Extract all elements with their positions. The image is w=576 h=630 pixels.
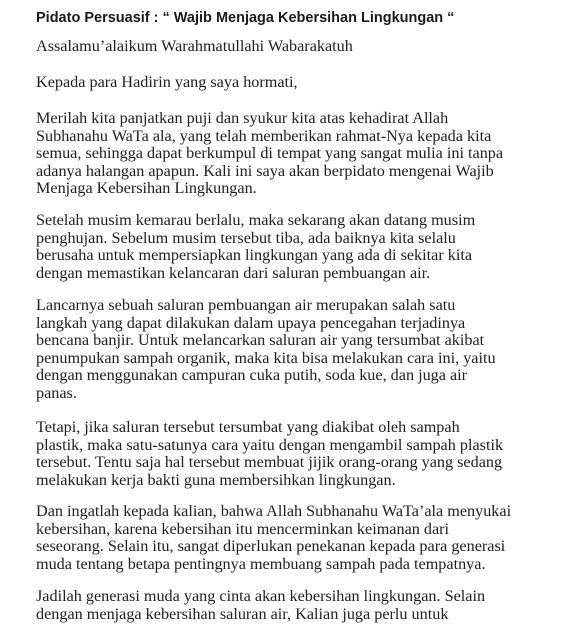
text-line: penghujan. Sebelum musim tersebut tiba, ada baiknya kita selalu — [36, 228, 456, 247]
paragraph-cleanliness — [36, 503, 576, 573]
text-line: panas. — [36, 383, 77, 402]
paragraph-youth — [36, 588, 576, 623]
text-line: Merilah kita panjatkan puji dan syukur kita atas kehadirat Allah — [36, 109, 449, 127]
text-line: adanya halangan apapun. Kali ini saya akan berpidato mengenai Wajib — [36, 161, 494, 180]
text-line: Tetapi, jika saluran tersebut tersumbat yang diakibat oleh sampah — [36, 418, 460, 436]
text-line: plastik, maka satu-satunya cara yaitu dengan mengambil sampah plastik — [36, 435, 504, 454]
paragraph-plastic — [36, 419, 576, 489]
paragraph-season — [36, 212, 576, 282]
paragraph-drainage — [36, 297, 576, 403]
text-line: dengan menjaga kebersihan saluran air, Kalian juga perlu untuk — [36, 604, 449, 623]
text-line: Kepada para Hadirin yang saya hormati, — [36, 73, 298, 91]
text-line: seseorang. Selain itu, sangat diperlukan penekanan kepada para generasi — [36, 537, 506, 556]
text-line: Menjaga Kebersihan Lingkungan. — [36, 179, 257, 198]
text-line: langkah yang dapat dilakukan dalam upaya pencegahan terjadinya — [36, 313, 466, 332]
paragraph-greeting — [36, 38, 576, 56]
text-line: berusaha untuk mempersiapkan lingkungan yang ada di sekitar kita — [36, 246, 473, 265]
text-line: muda tentang betapa pentingnya membuang sampah pada tempatnya. — [36, 554, 486, 573]
paragraph-salutation — [36, 74, 576, 92]
paragraph-opening — [36, 110, 576, 198]
text-line: Dan ingatlah kepada kalian, bahwa Allah Subhanahu WaTa’ala menyukai — [36, 502, 512, 520]
text-line: penumpukan sampah organik, maka kita bisa melakukan cara ini, yaitu — [36, 348, 496, 367]
text-line: dengan memastikan kelancaran dari saluran pembuangan air. — [36, 263, 431, 282]
text-line: Jadilah generasi muda yang cinta akan kebersihan lingkungan. Selain — [36, 587, 486, 605]
text-line: kebersihan, karena kebersihan itu mencerminkan keimanan dari — [36, 519, 450, 538]
text-line: dengan menggunakan campuran cuka putih, soda kue, dan juga air — [36, 366, 468, 385]
text-line: Lancarnya sebuah saluran pembuangan air merupakan salah satu — [36, 296, 456, 314]
text-line: Subhanahu WaTa ala, yang telah memberikan rahmat-Nya kepada kita — [36, 126, 492, 145]
text-line: Setelah musim kemarau berlalu, maka sekarang akan datang musim — [36, 211, 476, 229]
text-line: semua, sehingga dapat berkumpul di tempat yang sangat mulia ini tanpa — [36, 144, 504, 163]
text-line: Assalamu’alaikum Warahmatullahi Wabarakatuh — [36, 37, 353, 55]
text-line: melakukan kerja bakti guna membersihkan lingkungan. — [36, 470, 396, 489]
text-line: tersebut. Tentu saja hal tersebut membuat jijik orang-orang yang sedang — [36, 453, 503, 472]
text-line: bencana banjir. Untuk melancarkan saluran air yang tersumbat akibat — [36, 331, 485, 350]
document-title: Pidato Persuasif : “ Wajib Menjaga Kebersihan Lingkungan “ — [36, 10, 455, 26]
